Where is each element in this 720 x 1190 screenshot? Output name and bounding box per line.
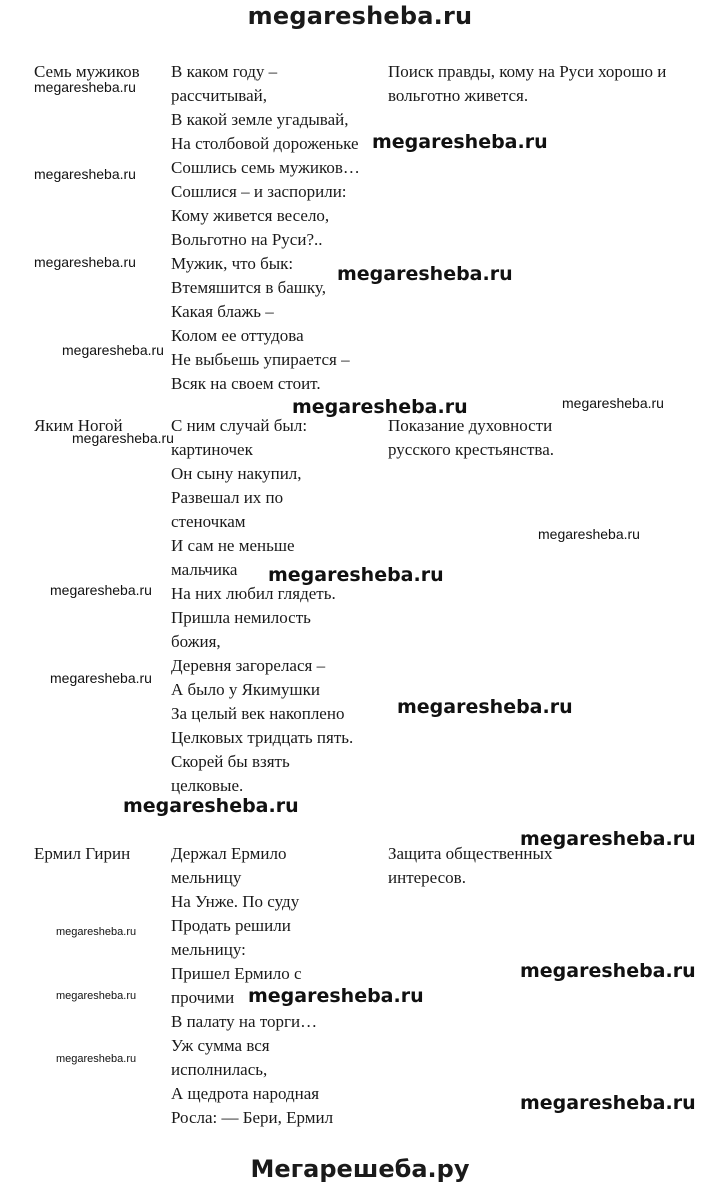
quote-line: В палату на торги… — [171, 1012, 318, 1031]
quote-line: Колом ее оттудова — [171, 326, 304, 345]
quote-line: В каком году – — [171, 62, 278, 81]
watermark: megaresheba.ru — [56, 990, 137, 1002]
quote-line: стеночкам — [171, 512, 246, 531]
quote-line: Сошлись семь мужиков… — [171, 158, 360, 177]
watermark: megaresheba.ru — [397, 696, 573, 718]
watermark: megaresheba.ru — [520, 1092, 696, 1114]
quote-line: Деревня загорелася – — [171, 656, 326, 675]
watermark: megaresheba.ru — [62, 342, 164, 358]
watermark: megaresheba.ru — [248, 985, 424, 1007]
watermark: megaresheba.ru — [34, 166, 136, 182]
quote-line: На Унже. По суду — [171, 892, 300, 911]
row-3-character: Ермил Гирин — [34, 844, 131, 863]
quote-line: рассчитывай, — [171, 86, 267, 105]
watermark: megaresheba.ru — [56, 926, 137, 938]
quote-line: исполнилась, — [171, 1060, 268, 1079]
quote-line: За целый век накоплено — [171, 704, 345, 723]
quote-line: На столбовой дороженьке — [171, 134, 359, 153]
quote-line: Какая блажь – — [171, 302, 274, 321]
quote-line: Вольготно на Руси?.. — [171, 230, 323, 249]
watermark: megaresheba.ru — [50, 670, 152, 686]
watermark: megaresheba.ru — [56, 1053, 137, 1065]
quote-line: мельницу: — [171, 940, 246, 959]
watermark: megaresheba.ru — [520, 828, 696, 850]
quote-line: А щедрота народная — [171, 1084, 320, 1103]
meaning-line: Показание духовности — [388, 416, 553, 435]
quote-line: Не выбьешь упирается – — [171, 350, 350, 369]
quote-line: Втемяшится в башку, — [171, 278, 326, 297]
quote-line: Всяк на своем стоит. — [171, 374, 321, 393]
quote-line: На них любил глядеть. — [171, 584, 336, 603]
quote-line: А было у Якимушки — [171, 680, 320, 699]
quote-line: Пришла немилость — [171, 608, 311, 627]
meaning-line: Защита общественных — [388, 844, 553, 863]
meaning-line: Поиск правды, кому на Руси хорошо и — [388, 62, 667, 81]
watermark: megaresheba.ru — [123, 795, 299, 817]
quote-line: Целковых тридцать пять. — [171, 728, 354, 747]
quote-line: Мужик, что бык: — [171, 254, 294, 273]
quote-line: Росла: — Бери, Ермил — [171, 1108, 334, 1127]
row-2-character: Яким Ногой — [34, 416, 123, 435]
watermark: megaresheba.ru — [34, 79, 136, 95]
meaning-line: русского крестьянства. — [388, 440, 555, 459]
row-1-quote — [171, 60, 381, 396]
quote-line: Держал Ермило — [171, 844, 287, 863]
watermark: megaresheba.ru — [50, 582, 152, 598]
quote-line: картиночек — [171, 440, 253, 459]
row-2-quote — [171, 414, 381, 798]
quote-line: Он сыну накупил, — [171, 464, 302, 483]
row-1-character: Семь мужиков — [34, 62, 140, 81]
watermark: megaresheba.ru — [268, 564, 444, 586]
quote-line: божия, — [171, 632, 221, 651]
watermark: megaresheba.ru — [292, 396, 468, 418]
meaning-line: вольготно живется. — [388, 86, 529, 105]
quote-line: мельницу — [171, 868, 242, 887]
watermark: megaresheba.ru — [538, 526, 640, 542]
watermark: megaresheba.ru — [562, 395, 664, 411]
watermark: megaresheba.ru — [372, 131, 548, 153]
quote-line: Кому живется весело, — [171, 206, 330, 225]
quote-line: С ним случай был: — [171, 416, 308, 435]
row-1-meaning — [388, 60, 708, 108]
site-footer: Мегарешеба.ру — [250, 1155, 470, 1183]
quote-line: Пришел Ермило с — [171, 964, 302, 983]
quote-line: Сошлися – и заспорили: — [171, 182, 347, 201]
row-2-meaning — [388, 414, 708, 462]
quote-line: Развешал их по — [171, 488, 284, 507]
quote-line: мальчика — [171, 560, 238, 579]
site-header: megaresheba.ru — [247, 2, 473, 30]
meaning-line: интересов. — [388, 868, 466, 887]
quote-line: Скорей бы взять — [171, 752, 290, 771]
quote-line: В какой земле угадывай, — [171, 110, 349, 129]
watermark: megaresheba.ru — [337, 263, 513, 285]
quote-line: Уж сумма вся — [171, 1036, 270, 1055]
quote-line: Продать решили — [171, 916, 291, 935]
watermark: megaresheba.ru — [34, 254, 136, 270]
quote-line: целковые. — [171, 776, 244, 795]
quote-line: И сам не меньше — [171, 536, 295, 555]
watermark: megaresheba.ru — [72, 430, 174, 446]
quote-line: прочими — [171, 988, 235, 1007]
watermark: megaresheba.ru — [520, 960, 696, 982]
